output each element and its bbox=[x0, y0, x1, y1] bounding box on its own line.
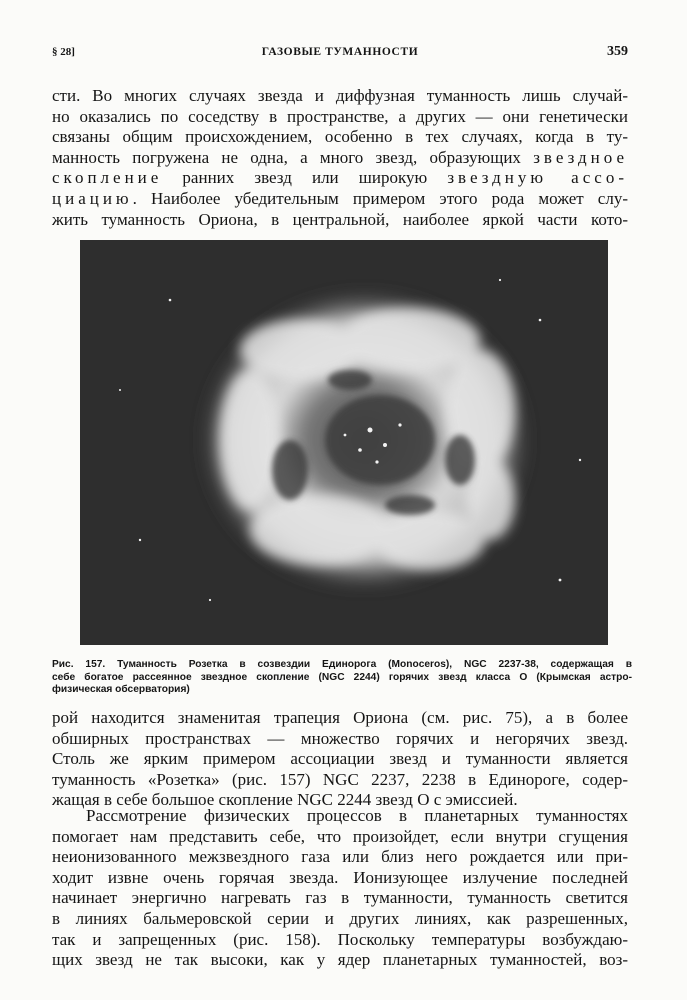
text-line: рой находится знаменитая трапеция Ориона (см. рис. 75), а в более bbox=[52, 708, 628, 727]
paragraph-intro bbox=[52, 86, 628, 230]
text-line: в линиях бальмеровской серии и других линиях, как разрешенных, bbox=[52, 908, 628, 928]
text-line: сти. Во многих случаях звезда и диффузная туманность лишь случай- bbox=[52, 86, 628, 105]
text-line: так и запрещенных (рис. 158). Поскольку температуры возбуждаю- bbox=[52, 929, 628, 949]
text-line: туманность «Розетка» (рис. 157) NGC 2237, 2238 в Единороге, содер- bbox=[52, 769, 628, 789]
caption-line: Рис. 157. Туманность Розетка в созвездии Единорога (Monoceros), NGC 2237-38, содержащая в bbox=[52, 659, 632, 670]
figure-caption bbox=[52, 659, 632, 697]
page-number: 359 bbox=[607, 44, 628, 59]
rosette-nebula-photo bbox=[80, 240, 608, 645]
text-line: неионизованного межзвездного газа или близ него рождается или при- bbox=[52, 847, 628, 867]
text-line: Столь же ярким примером ассоциации звезд и туманности является bbox=[52, 749, 628, 769]
text-line: обширных пространствах — множество горячих и негорячих звезд. bbox=[52, 728, 628, 748]
text-line: ходит извне очень горячая звезда. Ионизующее излучение последней bbox=[52, 867, 628, 887]
text-line: связаны общим происхождением, особенно в тех случаях, когда в ту- bbox=[52, 127, 628, 147]
running-header bbox=[52, 44, 628, 64]
text-line: помогает нам представить себе, что произойдет, если внутри сгущения bbox=[52, 826, 628, 846]
text-line: жащая в себе большое скопление NGC 2244 звезд О с эмиссией. bbox=[52, 790, 518, 810]
text-line: скопление ранних звезд или широкую звездную ассо- bbox=[52, 168, 628, 188]
caption-line: физическая обсерватория) bbox=[52, 684, 190, 695]
chapter-title: ГАЗОВЫЕ ТУМАННОСТИ bbox=[261, 46, 419, 58]
text-line: щих звезд не так высоки, как у ядер планетарных туманностей, воз- bbox=[52, 950, 628, 970]
paragraph-orion bbox=[52, 708, 628, 811]
text-line: начинает энергично нагревать газ в туманности, туманность светится bbox=[52, 888, 628, 908]
section-ref: § 28] bbox=[52, 46, 75, 58]
text-line: циацию. Наиболее убедительным примером этого рода может слу- bbox=[52, 188, 628, 208]
text-line: жить туманность Ориона, в центральной, наиболее яркой части кото- bbox=[52, 209, 628, 229]
text-line: манность погружена не одна, а много звезд, образующих звездное bbox=[52, 147, 628, 167]
paragraph-physics bbox=[52, 806, 628, 971]
text-line: Рассмотрение физических процессов в планетарных туманностях bbox=[86, 806, 628, 825]
text-line: но оказались по соседству в пространстве, а других — они генетически bbox=[52, 106, 628, 126]
caption-line: себе богатое рассеянное звездное скопление (NGC 2244) горячих звезд класса О (Крымская астро- bbox=[52, 671, 632, 683]
